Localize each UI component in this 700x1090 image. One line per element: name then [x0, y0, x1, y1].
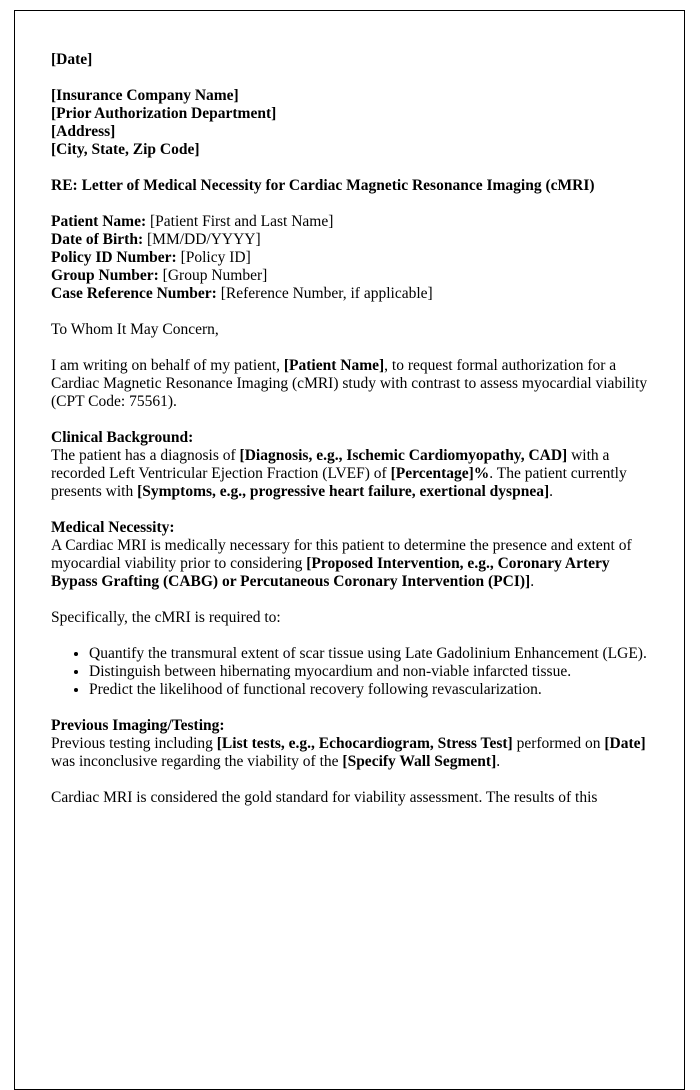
letter-line	[51, 537, 648, 591]
medical-necessity-section	[51, 519, 648, 591]
text-run: [Prior Authorization Department]	[51, 105, 277, 122]
bullet-item	[89, 645, 648, 663]
text-run: Medical Necessity:	[51, 519, 175, 536]
bullet-item	[89, 681, 648, 699]
text-run: Previous Imaging/Testing:	[51, 717, 225, 734]
letter-line	[51, 519, 648, 537]
letter-line	[51, 357, 648, 411]
cmri-requirements-list	[51, 645, 648, 699]
text-run: Specifically, the cMRI is required to:	[51, 609, 281, 626]
text-run: Policy ID Number:	[51, 249, 181, 266]
letter-line	[51, 735, 648, 771]
text-run: Date of Birth:	[51, 231, 147, 248]
intro-paragraph	[51, 357, 648, 411]
text-run: Distinguish between hibernating myocardium and non-viable infarcted tissue.	[89, 663, 572, 680]
closing-paragraph-partial	[51, 789, 648, 807]
text-run: Clinical Background:	[51, 429, 194, 446]
letter-line	[51, 609, 648, 627]
text-run: [Policy ID]	[180, 249, 251, 266]
letter-line	[51, 105, 648, 123]
letter-line	[51, 177, 648, 195]
text-run: [Date]	[51, 51, 93, 68]
text-run: [Date]	[604, 735, 646, 752]
text-run: Patient Name:	[51, 213, 150, 230]
letter-line	[51, 321, 648, 339]
text-run: [Patient First and Last Name]	[150, 213, 334, 230]
date-line	[51, 51, 648, 69]
text-run: [List tests, e.g., Echocardiogram, Stress Test]	[216, 735, 513, 752]
text-run: [Diagnosis, e.g., Ischemic Cardiomyopathy, CAD]	[239, 447, 568, 464]
letter-page	[14, 10, 685, 1090]
letter-line	[51, 285, 648, 303]
text-run: performed on	[512, 735, 605, 752]
text-run: [Symptoms, e.g., progressive heart failure, exertional dyspnea]	[137, 483, 550, 500]
text-run: [Group Number]	[162, 267, 268, 284]
letter-line	[51, 717, 648, 735]
text-run: [MM/DD/YYYY]	[147, 231, 261, 248]
text-run: . The patient currently presents with	[51, 465, 627, 500]
letter-line	[51, 429, 648, 447]
text-run: [Reference Number, if applicable]	[220, 285, 433, 302]
cmri-purpose-line	[51, 609, 648, 627]
text-run: [Address]	[51, 123, 116, 140]
text-run: Group Number:	[51, 267, 163, 284]
letter-line	[51, 213, 648, 231]
text-run: I am writing on behalf of my patient,	[51, 357, 284, 374]
bullet-item	[89, 663, 648, 681]
letter-line	[51, 87, 648, 105]
letter-content	[15, 11, 684, 827]
letter-line	[51, 447, 648, 501]
text-run: [Patient Name]	[283, 357, 385, 374]
letter-line	[51, 249, 648, 267]
text-run: Previous testing including	[51, 735, 217, 752]
bullet-list	[51, 645, 648, 699]
text-run: Case Reference Number:	[51, 285, 221, 302]
letter-line	[51, 51, 648, 69]
text-run: .	[530, 573, 535, 590]
letter-line	[51, 123, 648, 141]
text-run: , to request formal authorization for a Cardiac Magnetic Resonance Imaging (cMRI) study with contrast to assess myocardial viability (CPT Code: 75561).	[51, 357, 648, 410]
previous-imaging-section	[51, 717, 648, 771]
text-run: .	[549, 483, 553, 500]
text-run: [Specify Wall Segment]	[342, 753, 497, 770]
letter-line	[51, 267, 648, 285]
recipient-address	[51, 87, 648, 159]
clinical-background-section	[51, 429, 648, 501]
text-run: with a recorded Left Ventricular Ejection Fraction (LVEF) of	[51, 447, 610, 482]
text-run: [Percentage]%	[390, 465, 490, 482]
patient-info	[51, 213, 648, 303]
text-run: .	[496, 753, 501, 770]
text-run: RE: Letter of Medical Necessity for Cardiac Magnetic Resonance Imaging (cMRI)	[51, 177, 595, 194]
text-run: To Whom It May Concern,	[51, 321, 219, 338]
letter-line	[51, 231, 648, 249]
text-run: was inconclusive regarding the viability of the	[51, 753, 343, 770]
text-run: [Insurance Company Name]	[51, 87, 239, 104]
text-run: [City, State, Zip Code]	[51, 141, 200, 158]
salutation	[51, 321, 648, 339]
text-run: Predict the likelihood of functional recovery following revascularization.	[89, 681, 542, 698]
text-run: The patient has a diagnosis of	[51, 447, 240, 464]
letter-line	[51, 141, 648, 159]
text-run: A Cardiac MRI is medically necessary for this patient to determine the presence and extent of myocardial viability prior to considering	[51, 537, 632, 572]
text-run: [Proposed Intervention, e.g., Coronary Artery Bypass Grafting (CABG) or Percutaneous Coronary Intervention (PCI)]	[51, 555, 610, 590]
text-run: Quantify the transmural extent of scar tissue using Late Gadolinium Enhancement (LGE).	[89, 645, 647, 662]
text-run: Cardiac MRI is considered the gold standard for viability assessment. The results of this	[51, 789, 598, 806]
letter-line	[51, 789, 648, 807]
subject-line	[51, 177, 648, 195]
